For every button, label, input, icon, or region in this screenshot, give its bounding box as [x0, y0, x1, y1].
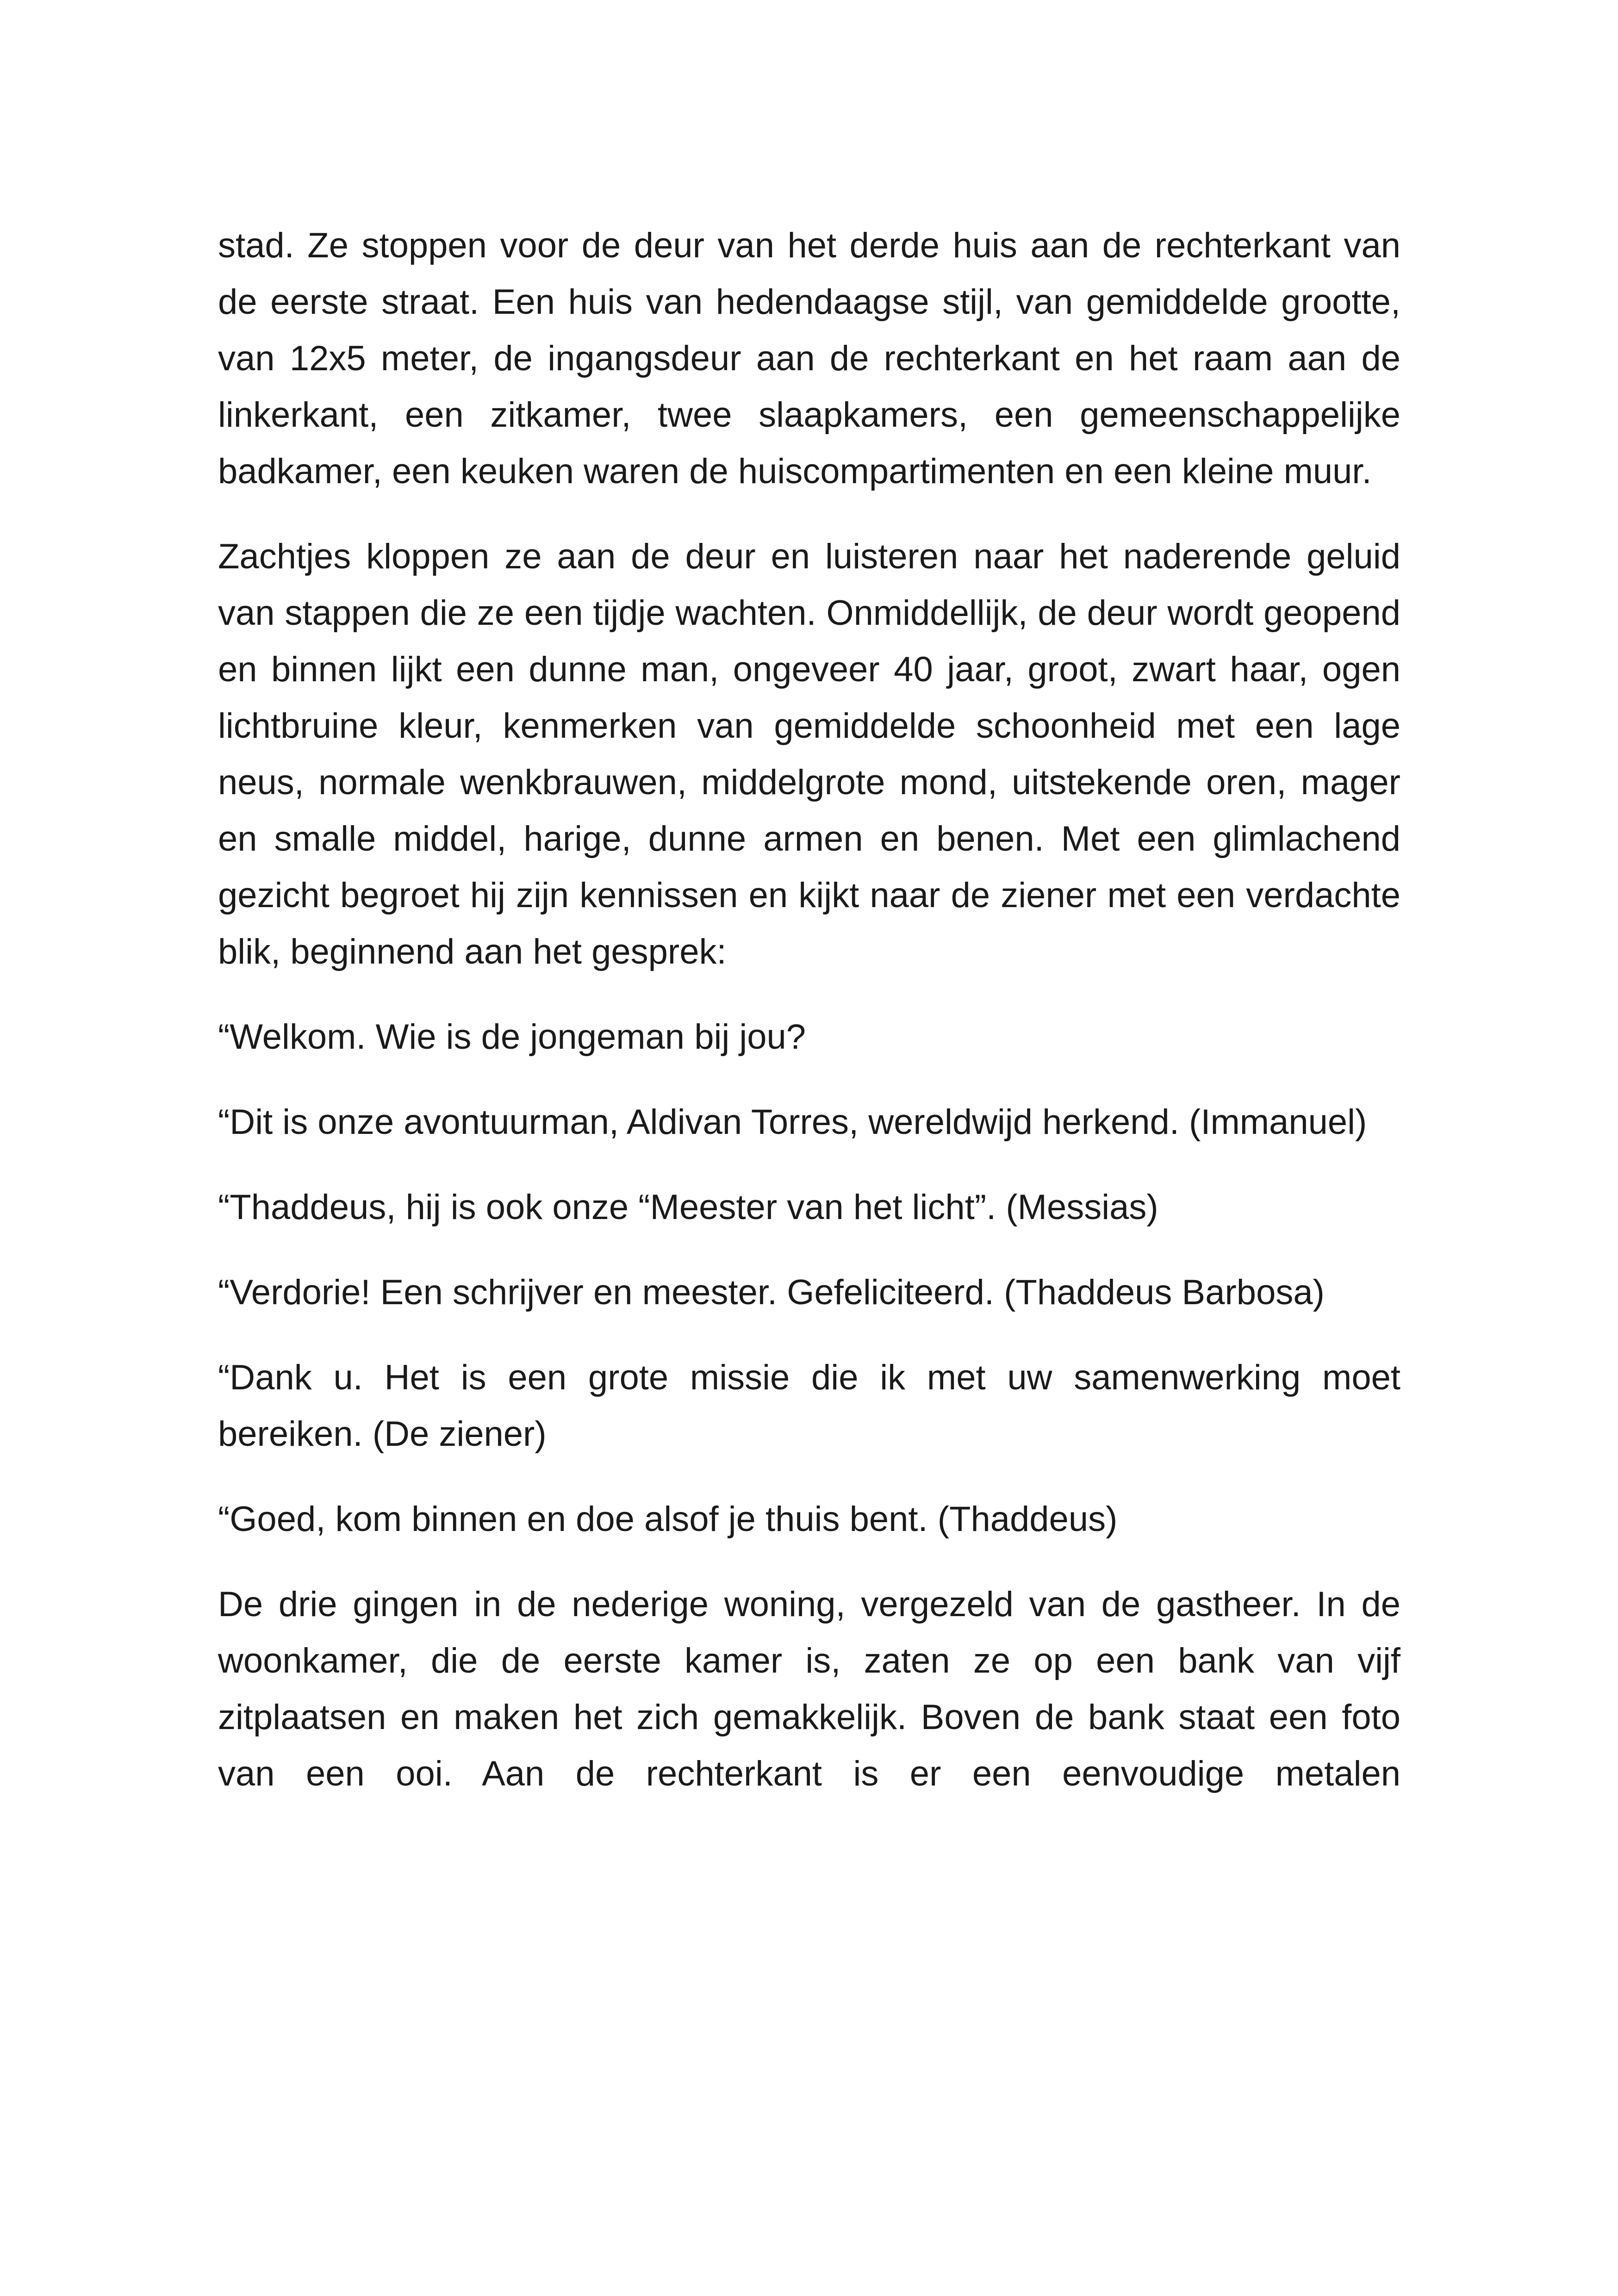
- paragraph-house-description: stad. Ze stoppen voor de deur van het derde huis aan de rechterkant van de eerste straat. Een huis van hedendaagse stijl, van gemiddelde grootte, van 12x5 meter, de ingangsdeur aan de rechterkant en het raam aan de linkerkant, een zitkamer, twee slaapkamers, een gemeenschappelijke badkamer, een keuken waren de huiscompartimenten en een kleine muur.: [218, 226, 1400, 491]
- dialogue-de-ziener: “Dank u. Het is een grote missie die ik met uw samenwerking moet bereiken. (De ziener): [218, 1358, 1400, 1454]
- dialogue-thaddeus-barbosa: “Verdorie! Een schrijver en meester. Gefeliciteerd. (Thaddeus Barbosa): [218, 1273, 1325, 1312]
- paragraph-living-room: De drie gingen in de nederige woning, vergezeld van de gastheer. In de woonkamer, die de eerste kamer is, zaten ze op een bank van vijf zitplaatsen en maken het zich gemakkelijk. Boven de bank staat een foto van een ooi. Aan de rechterkant is er een eenvoudige metalen: [218, 1585, 1400, 1793]
- dialogue-messias: “Thaddeus, hij is ook onze “Meester van het licht”. (Messias): [218, 1188, 1158, 1227]
- dialogue-welcome: “Welkom. Wie is de jongeman bij jou?: [218, 1017, 806, 1057]
- paragraph-door-opening: Zachtjes kloppen ze aan de deur en luisteren naar het naderende geluid van stappen die ze een tijdje wachten. Onmiddellijk, de deur wordt geopend en binnen lijkt een dunne man, ongeveer 40 jaar, groot, zwart haar, ogen lichtbruine kleur, kenmerken van gemiddelde schoonheid met een lage neus, normale wenkbrauwen, middelgrote mond, uitstekende oren, mager en smalle middel, harige, dunne armen en benen. Met een glimlachend gezicht begroet hij zijn kennissen en kijkt naar de ziener met een verdachte blik, beginnend aan het gesprek:: [218, 537, 1400, 971]
- text-column: [218, 218, 1400, 1831]
- dialogue-immanuel: “Dit is onze avontuurman, Aldivan Torres, wereldwijd herkend. (Immanuel): [218, 1102, 1367, 1142]
- dialogue-thaddeus: “Goed, kom binnen en doe alsof je thuis bent. (Thaddeus): [218, 1500, 1118, 1539]
